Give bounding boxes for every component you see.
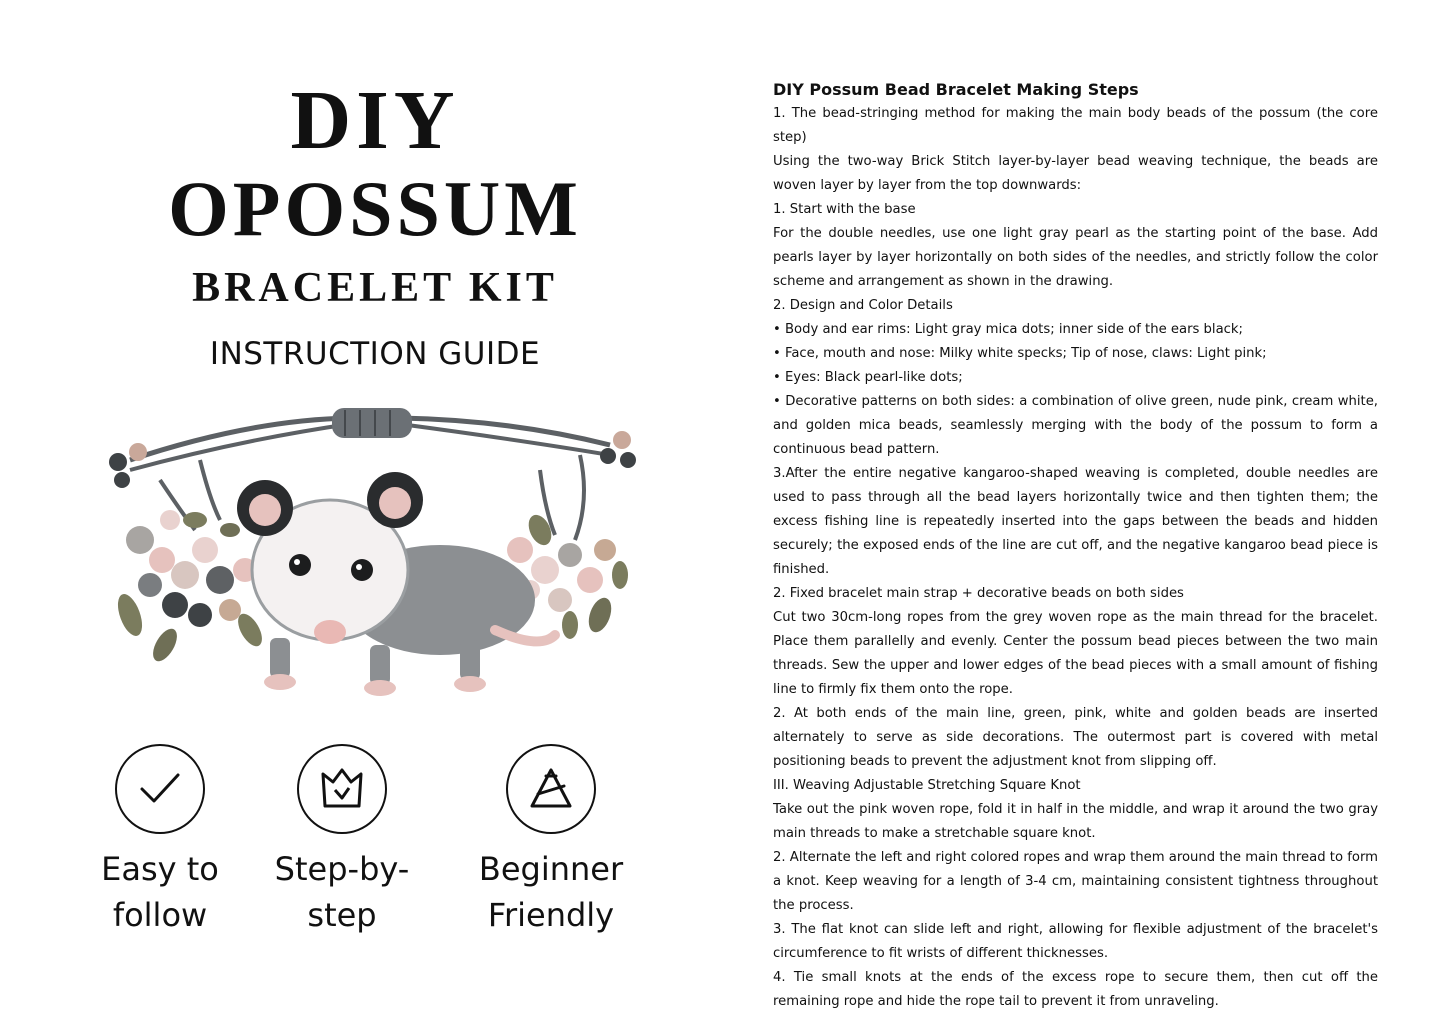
feature-step-by-step [247,744,437,938]
bullet-item: • Decorative patterns on both sides: a combination of olive green, nude pink, cream white, and golden mica beads, seamlessly merging with the body of the possum to form a continuous bead pattern. [773,394,1378,457]
cover-panel [60,0,690,1022]
step-paragraph: 1. The bead-stringing method for making the main body beads of the possum (the core step) [773,106,1378,145]
feature-label: Beginner Friendly [478,850,624,934]
step-paragraph: 1. Start with the base [773,202,916,217]
step-paragraph: 2. Alternate the left and right colored ropes and wrap them around the main thread to form a knot. Keep weaving for a length of 3-4 cm, maintaining consistent tightness throughout the process. [773,850,1378,913]
step-paragraph: Using the two-way Brick Stitch layer-by-layer bead weaving technique, the beads are woven layer by layer from the top downwards: [773,154,1378,193]
step-paragraph: For the double needles, use one light gray pearl as the starting point of the base. Add pearls layer by layer horizontally on both sides of the needles, and strictly follow the color scheme and arrangement as shown in the drawing. [773,226,1378,289]
opossum-bracelet-illustration [100,400,640,710]
step-paragraph: 3. The flat knot can slide left and right, allowing for flexible adjustment of the bracelet's circumference to fit wrists of different thicknesses. [773,922,1378,961]
step-paragraph: 2. Design and Color Details [773,298,953,313]
subtitle-instruction-guide: INSTRUCTION GUIDE [209,336,541,372]
step-paragraph: Take out the pink woven rope, fold it in half in the middle, and wrap it around the two gray main threads to make a stretchable square knot. [773,802,1378,841]
bullet-item: • Body and ear rims: Light gray mica dots; inner side of the ears black; [773,322,1244,337]
feature-label: Easy to follow [101,850,219,934]
feature-label: Step-by- step [274,850,410,934]
steps-icon [297,744,387,834]
beginner-icon [506,744,596,834]
instructions-panel [773,78,1378,1014]
bullet-item: • Eyes: Black pearl-like dots; [773,370,963,385]
step-paragraph: III. Weaving Adjustable Stretching Square Knot [773,778,1081,793]
steps-heading: DIY Possum Bead Bracelet Making Steps [773,80,1139,99]
feature-beginner-friendly [456,744,646,938]
checkmark-icon [115,744,205,834]
step-paragraph: 3.After the entire negative kangaroo-shaped weaving is completed, double needles are used to pass through all the bead layers horizontally twice and then tighten them; the excess fishing line is repeatedly inserted into the gaps between the beads and hidden securely; the exposed ends of the line are cut off, and the negative kangaroo bead piece is finished. [773,466,1378,577]
step-paragraph: Cut two 30cm-long ropes from the grey woven rope as the main thread for the bracelet. Place them parallelly and evenly. Center the possum bead pieces between the two main threads. Sew the upper and lower edges of the bead pieces with a small amount of fishing line to firmly fix them onto the rope. [773,610,1378,697]
bullet-item: • Face, mouth and nose: Milky white specks; Tip of nose, claws: Light pink; [773,346,1267,361]
step-paragraph: 2. Fixed bracelet main strap + decorative beads on both sides [773,586,1184,601]
title-opossum: OPOSSUM [168,165,582,252]
feature-easy-to-follow [65,744,255,938]
title-bracelet-kit: BRACELET KIT [192,265,558,311]
step-paragraph: 4. Tie small knots at the ends of the excess rope to secure them, then cut off the remaining rope and hide the rope tail to prevent it from unraveling. [773,970,1378,1009]
step-paragraph: 2. At both ends of the main line, green, pink, white and golden beads are inserted alternately to serve as side decorations. The outermost part is covered with metal positioning beads to prevent the adjustment knot from slipping off. [773,706,1378,769]
title-diy: DIY [290,74,460,167]
